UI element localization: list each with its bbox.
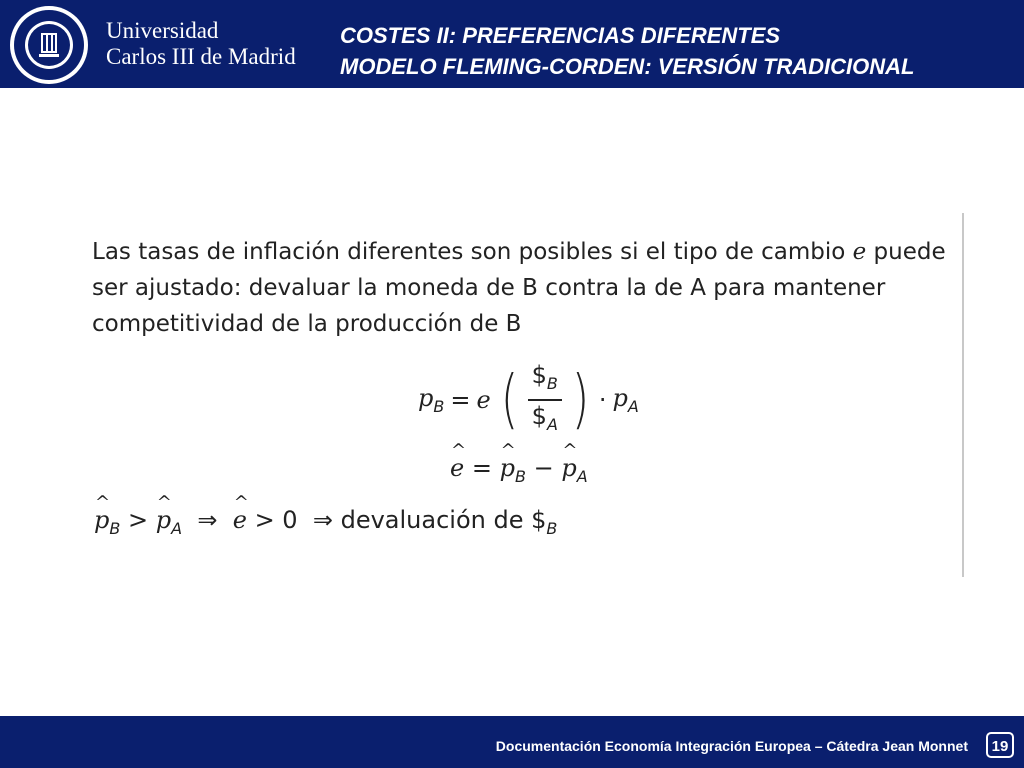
- eq3-gt-zero: > 0: [254, 506, 298, 534]
- eq3-e-hat: ^ e: [233, 506, 247, 534]
- eq1-dot: ·: [598, 386, 607, 414]
- eq3-text-sub: B: [546, 518, 558, 538]
- eq1-rhs-sub: A: [627, 396, 639, 416]
- eq1-e: e: [476, 386, 491, 414]
- content-right-rule: [962, 213, 964, 577]
- title-line2: MODELO FLEMING-CORDEN: VERSIÓN TRADICIONAL: [340, 54, 915, 79]
- eq3-p1: ^ p: [94, 506, 109, 534]
- eq2-p1-sub: B: [514, 466, 526, 486]
- eq1-equals: =: [450, 386, 471, 414]
- header-divider: [0, 88, 1024, 90]
- eq2-p2-sub: A: [576, 466, 588, 486]
- university-line1: Universidad: [106, 18, 219, 43]
- university-seal-icon: [8, 4, 90, 86]
- title-line1: COSTES II: PREFERENCIAS DIFERENTES: [340, 23, 781, 48]
- eq1-fraction: [528, 360, 562, 440]
- eq3-gt: >: [128, 506, 149, 534]
- eq3-implies-1: ⇒: [197, 506, 218, 534]
- equation-rate-difference: [450, 454, 588, 486]
- eq1-den-sub: A: [546, 414, 558, 434]
- eq3-implies-2: ⇒: [312, 506, 333, 534]
- eq1-rhs-p: p: [612, 384, 628, 413]
- eq1-lhs-sub: B: [433, 396, 445, 416]
- slide-title: [340, 20, 914, 82]
- eq1-right-paren: ): [571, 363, 590, 437]
- paragraph-var-e: e: [852, 239, 867, 265]
- eq3-p2-sub: A: [171, 518, 183, 538]
- equation-price-relation: [418, 361, 639, 437]
- paragraph-text-2: puede ser ajustado: devaluar la moneda de B contra la de A para mantener competitividad de la producción de B: [92, 239, 946, 337]
- equation-devaluation-condition: [94, 506, 557, 538]
- body-paragraph: [92, 234, 952, 342]
- eq2-e-hat: ^ e: [450, 454, 464, 482]
- paragraph-text-1: Las tasas de inflación diferentes son posibles si el tipo de cambio: [92, 239, 853, 265]
- page-number: 19: [986, 732, 1014, 758]
- eq3-p1-sub: B: [109, 518, 121, 538]
- eq2-p1: ^ p: [500, 454, 515, 482]
- eq2-minus: −: [533, 454, 554, 482]
- eq1-num-sub: B: [546, 374, 558, 393]
- eq1-num: $: [531, 361, 547, 390]
- eq1-den: $: [531, 402, 547, 430]
- slide-footer: [0, 716, 1024, 768]
- eq1-lhs-p: p: [418, 384, 434, 413]
- footer-text: Documentación Economía Integración Europea – Cátedra Jean Monnet: [495, 738, 968, 754]
- slide-header: [0, 0, 1024, 90]
- eq2-p2: ^ p: [561, 454, 576, 482]
- eq1-left-paren: (: [500, 363, 518, 437]
- eq2-equals: =: [471, 454, 492, 482]
- university-name: [106, 18, 296, 70]
- eq3-p2: ^ p: [156, 506, 171, 534]
- university-line2: Carlos III de Madrid: [106, 44, 296, 69]
- eq3-text: devaluación de $: [340, 506, 547, 534]
